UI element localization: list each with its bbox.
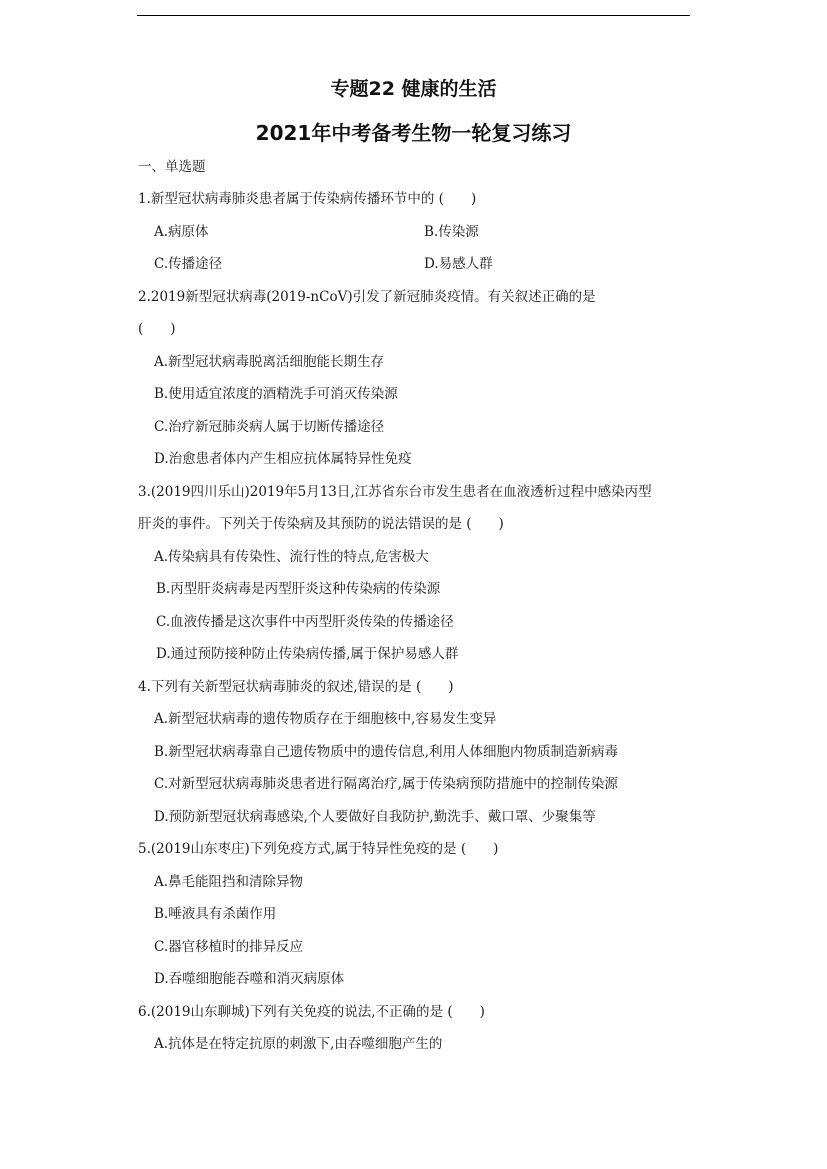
document-subtitle: 2021年中考备考生物一轮复习练习 — [255, 121, 572, 145]
question-5-option-b: B.唾液具有杀菌作用 — [154, 906, 277, 922]
question-4-stem: 4.下列有关新型冠状病毒肺炎的叙述,错误的是 ( ) — [138, 679, 454, 695]
question-2-stem: 2.2019新型冠状病毒(2019-nCoV)引发了新冠肺炎疫情。有关叙述正确的是 — [138, 289, 596, 305]
question-4-option-d: D.预防新型冠状病毒感染,个人要做好自我防护,勤洗手、戴口罩、少聚集等 — [154, 809, 596, 825]
question-5-option-d: D.吞噬细胞能吞噬和消灭病原体 — [154, 971, 345, 987]
question-4-option-c: C.对新型冠状病毒肺炎患者进行隔离治疗,属于传染病预防措施中的控制传染源 — [154, 776, 618, 792]
question-1-option-c: C.传播途径 — [154, 256, 223, 272]
question-5-option-c: C.器官移植时的排异反应 — [154, 939, 304, 955]
question-2-option-d: D.治愈患者体内产生相应抗体属特异性免疫 — [154, 451, 412, 467]
question-3-stem: 3.(2019四川乐山)2019年5月13日,江苏省东台市发生患者在血液透析过程中感染丙型 — [138, 484, 652, 500]
question-3-option-a: A.传染病具有传染性、流行性的特点,危害极大 — [154, 549, 429, 565]
question-1-options-row-2 — [154, 255, 493, 273]
question-3-option-b: B.丙型肝炎病毒是丙型肝炎这种传染病的传染源 — [156, 581, 441, 597]
question-6-stem: 6.(2019山东聊城)下列有关免疫的说法,不正确的是 ( ) — [138, 1004, 485, 1020]
question-6-option-a: A.抗体是在特定抗原的刺激下,由吞噬细胞产生的 — [154, 1036, 443, 1052]
question-1-option-a: A.病原体 — [154, 224, 209, 240]
question-2-stem-cont: ( ) — [138, 321, 176, 337]
question-2-option-c: C.治疗新冠肺炎病人属于切断传播途径 — [154, 419, 385, 435]
question-2-option-b: B.使用适宜浓度的酒精洗手可消灭传染源 — [154, 386, 398, 402]
question-3-option-c: C.血液传播是这次事件中丙型肝炎传染的传播途径 — [156, 614, 454, 630]
question-1-options-row-1 — [154, 223, 479, 241]
question-3-stem-cont: 肝炎的事件。下列关于传染病及其预防的说法错误的是 ( ) — [138, 516, 504, 532]
question-3-option-d: D.通过预防接种防止传染病传播,属于保护易感人群 — [156, 646, 459, 662]
document-title: 专题22 健康的生活 — [330, 78, 497, 100]
question-4-option-b: B.新型冠状病毒靠自己遗传物质中的遗传信息,利用人体细胞内物质制造新病毒 — [154, 744, 619, 760]
question-2-option-a: A.新型冠状病毒脱离活细胞能长期生存 — [154, 354, 385, 370]
question-5-stem: 5.(2019山东枣庄)下列免疫方式,属于特异性免疫的是 ( ) — [138, 841, 499, 857]
section-heading: 一、单选题 — [138, 159, 206, 175]
question-1-stem: 1.新型冠状病毒肺炎患者属于传染病传播环节中的 ( ) — [138, 191, 477, 207]
question-4-option-a: A.新型冠状病毒的遗传物质存在于细胞核中,容易发生变异 — [154, 711, 497, 727]
question-1-option-d: D.易感人群 — [424, 256, 493, 272]
question-5-option-a: A.鼻毛能阻挡和清除异物 — [154, 874, 304, 890]
header-rule — [137, 15, 690, 16]
question-1-option-b: B.传染源 — [424, 224, 479, 240]
